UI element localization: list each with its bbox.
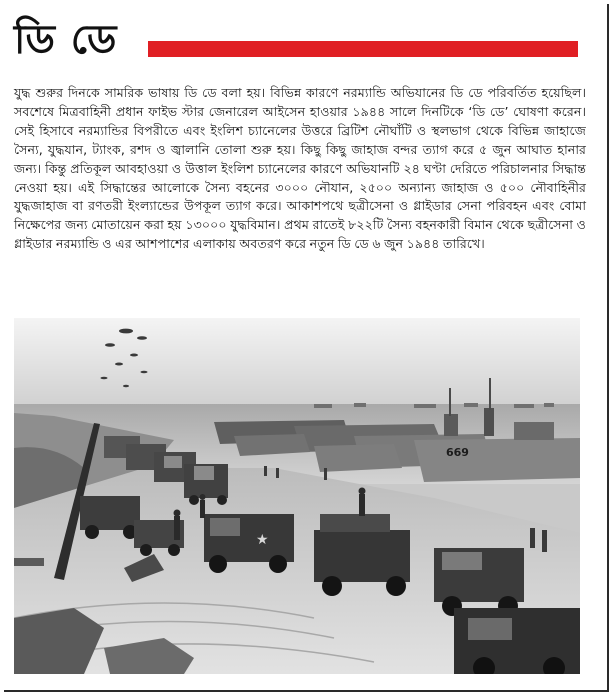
headline-accent-bar [148,41,578,57]
sky [14,318,580,410]
beach-landing-scene [14,318,580,674]
headline: ডি ডে [14,17,118,63]
ship-hull-number: 669 [446,446,469,459]
svg-text:★: ★ [256,532,269,548]
normandy-beach-photo [14,318,580,674]
article-body: যুদ্ধ শুরুর দিনকে সামরিক ভাষায় ডি ডে বলা হয়। বিভিন্ন কারণে নরম্যান্ডি অভিযানের ডি ডে পরিবর্তিত হয়েছিল। সবশেষে মিত্রবাহিনী প্রধান ফাইভ স্টার জেনারেল আইসেন হাওয়ার ১৯৪৪ সালে দিনটিকে ‘ডি ডে’ ঘোষণা করেন। সেই হিসাবে নরম্যান্ডির বিপরীতে এবং ইংলিশ চ্যানেলের উত্তরে ব্রিটিশ নৌঘাঁটি ও স্থলভাগ থেকে বিভিন্ন জাহাজে সৈন্য, যুদ্ধযান, ট্যাংক, রশদ ও জ্বালানি তোলা শুরু হয়। কিছু কিছু জাহাজ বন্দর ত্যাগ করে ৫ জুন আঘাত হানার জন্য। কিন্তু প্রতিকূল আবহাওয়া ও উত্তাল ইংলিশ চ্যানেলের কারণে অভিযানটি ২৪ ঘণ্টা দেরিতে পরিচালনার সিদ্ধান্ত নেওয়া হয়। এই সিদ্ধান্তের আলোকে সৈন্য বহনের ৩০০০ নৌযান, ২৫০০ অন্যান্য জাহাজ ও ৫০০ নৌবাহিনীর যুদ্ধজাহাজ বা রণতরী ইংল্যান্ডের উপকূল ত্যাগ করে। আকাশপথে ছত্রীসেনা ও গ্লাইডার সেনা পরিবহন এবং বোমা নিক্ষেপের জন্য মোতায়েন করা হয় ১৩০০০ যুদ্ধবিমান। প্রথম রাতেই ৮২২টি সৈন্য বহনকারী বিমান থেকে ছত্রীসেনা ও গ্লাইডার নরম্যান্ডি ও এর আশপাশের এলাকায় অবতরণ করে নতুন ডি ডে ৬ জুন ১৯৪৪ তারিখে। [14,85,586,252]
